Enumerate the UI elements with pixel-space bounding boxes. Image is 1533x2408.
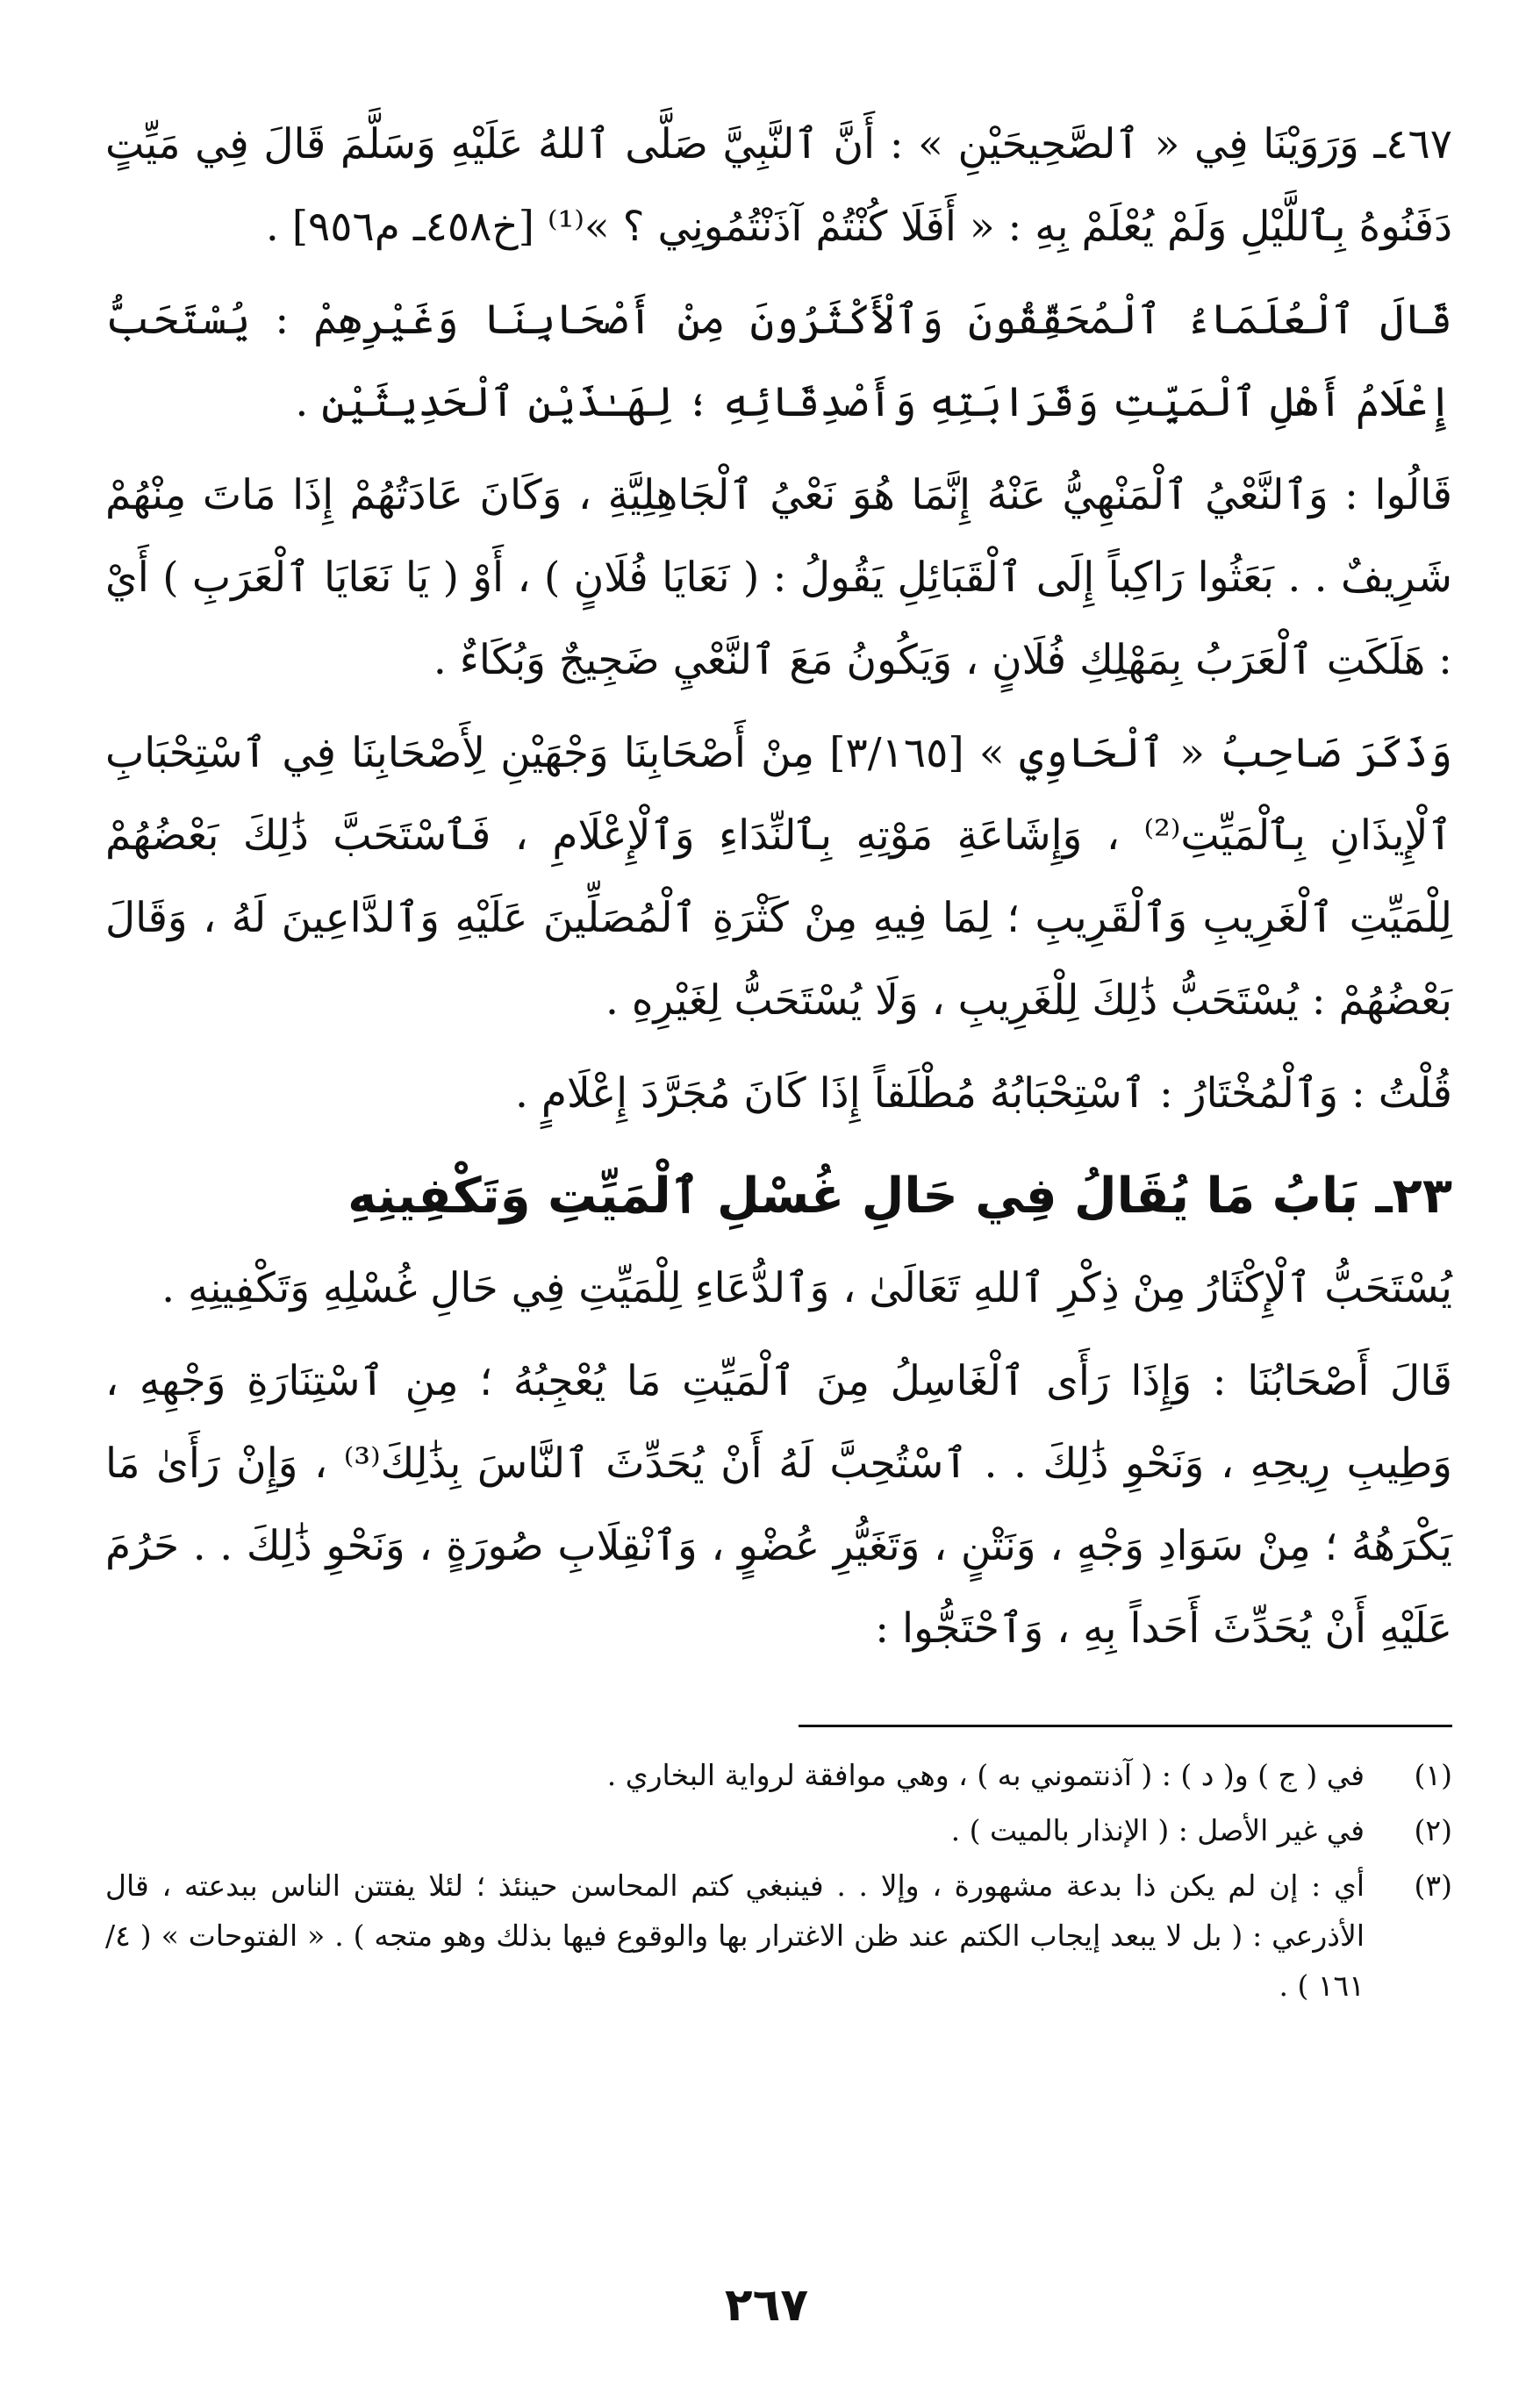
- footnotes: [105, 1750, 1452, 2011]
- footnote-item: [105, 1861, 1452, 2011]
- footnote-item: [105, 1750, 1452, 1800]
- footnote-item: [105, 1805, 1452, 1855]
- paragraph-forbidden-announcement: قَالُوا : وَٱلنَّعْيُ ٱلْمَنْهِيُّ عَنْهُ إِنَّمَا هُوَ نَعْيُ ٱلْجَاهِلِيَّةِ ، وَكَانَ عَادَتُهُمْ إِذَا مَاتَ مِنْهُمْ شَرِيفٌ . . بَعَثُوا رَاكِباً إِلَى ٱلْقَبَائِلِ يَقُولُ : ( نَعَايَا فُلَانٍ ) ، أَوْ ( يَا نَعَايَا ٱلْعَرَبِ ) أَيْ : هَلَكَتِ ٱلْعَرَبُ بِمَهْلِكِ فُلَانٍ ، وَيَكُونُ مَعَ ٱلنَّعْيِ ضَجِيجٌ وَبُكَاءٌ .: [105, 471, 1452, 684]
- paragraph-washer-observations: قَالَ أَصْحَابُنَا : وَإِذَا رَأَى ٱلْغَاسِلُ مِنَ ٱلْمَيِّتِ مَا يُعْجِبُهُ ؛ مِنِ ٱسْتِنَارَةِ وَجْهِهِ ، وَطِيبِ رِيحِهِ ، وَنَحْوِ ذَٰلِكَ . . ٱسْتُحِبَّ لَهُ أَنْ يُحَدِّثَ ٱلنَّاسَ بِذَٰلِكَ⁽³⁾ ، وَإِنْ رَأَىٰ مَا يَكْرَهُهُ ؛ مِنْ سَوَادِ وَجْهٍ ، وَنَتْنٍ ، وَتَغَيُّرِ عُضْوٍ ، وَٱنْقِلَابِ صُورَةٍ ، وَنَحْوِ ذَٰلِكَ . . حَرُمَ عَلَيْهِ أَنْ يُحَدِّثَ أَحَداً بِهِ ، وَٱحْتَجُّوا :: [105, 1357, 1452, 1653]
- page-number: ٢٦٧: [724, 2279, 809, 2332]
- chapter-heading: ٢٣ـ بَابُ مَا يُقَالُ فِي حَالِ غُسْلِ ٱلْمَيِّتِ وَتَكْفِينِهِ: [347, 1168, 1452, 1225]
- footnote-text: أي : إن لم يكن ذا بدعة مشهورة ، وإلا . . فينبغي كتم المحاسن حينئذ ؛ لئلا يفتتن الناس ببدعته ، قال الأذرعي : ( بل لا يبعد إيجاب الكتم عند ظن الاغترار بها والوقوع فيها بذلك وهو متجه ) . « الفتوحات » ( ٤/ ١٦١ ) .: [105, 1869, 1365, 2003]
- paragraph-dhikr-during-washing: يُسْتَحَبُّ ٱلْإِكْثَارُ مِنْ ذِكْرِ ٱللهِ تَعَالَىٰ ، وَٱلدُّعَاءِ لِلْمَيِّتِ فِي حَالِ غُسْلِهِ وَتَكْفِينِهِ .: [161, 1264, 1452, 1312]
- footnote-number: (٣): [1414, 1869, 1452, 1903]
- book-page: [105, 104, 1452, 2349]
- footnote-number: (١): [1414, 1758, 1452, 1792]
- footnote-text: في غير الأصل : ( الإنذار بالميت ) .: [950, 1813, 1365, 1847]
- paragraph-scholars-opinion: قَالَ ٱلْعُلَمَاءُ ٱلْمُحَقِّقُونَ وَٱلْأَكْثَرُونَ مِنْ أَصْحَابِنَا وَغَيْرِهِمْ : يُسْتَحَبُّ إِعْلَامُ أَهْلِ ٱلْمَيِّتِ وَقَرَابَتِهِ وَأَصْدِقَائِهِ ؛ لِهَـٰذَيْنِ ٱلْحَدِيثَيْنِ .: [105, 296, 1452, 426]
- footnote-text: في ( ج ) و( د ) : ( آذنتموني به ) ، وهي موافقة لرواية البخاري .: [606, 1758, 1365, 1792]
- footnote-separator: [799, 1725, 1452, 1727]
- paragraph-al-hawi: وَذَكَرَ صَاحِبُ « ٱلْحَاوِي » [٣/١٦٥] مِنْ أَصْحَابِنَا وَجْهَيْنِ لِأَصْحَابِنَا فِي ٱسْتِحْبَابِ ٱلْإِيذَانِ بِٱلْمَيِّتِ⁽²⁾ ، وَإِشَاعَةِ مَوْتِهِ بِٱلنِّدَاءِ وَٱلْإِعْلَامِ ، فَٱسْتَحَبَّ ذَٰلِكَ بَعْضُهُمْ لِلْمَيِّتِ ٱلْغَرِيبِ وَٱلْقَرِيبِ ؛ لِمَا فِيهِ مِنْ كَثْرَةِ ٱلْمُصَلِّينَ عَلَيْهِ وَٱلدَّاعِينَ لَهُ ، وَقَالَ بَعْضُهُمْ : يُسْتَحَبُّ ذَٰلِكَ لِلْغَرِيبِ ، وَلَا يُسْتَحَبُّ لِغَيْرِهِ .: [105, 729, 1452, 1025]
- footnote-number: (٢): [1414, 1813, 1452, 1847]
- main-text: [105, 104, 1452, 1670]
- paragraph-author-choice: قُلْتُ : وَٱلْمُخْتَارُ : ٱسْتِحْبَابُهُ مُطْلَقاً إِذَا كَانَ مُجَرَّدَ إِعْلَامٍ .: [515, 1069, 1452, 1118]
- paragraph-hadith-467: ٤٦٧ـ وَرَوَيْنَا فِي « ٱلصَّحِيحَيْنِ » : أَنَّ ٱلنَّبِيَّ صَلَّى ٱللهُ عَلَيْهِ وَسَلَّمَ قَالَ فِي مَيِّتٍ دَفَنُوهُ بِٱللَّيْلِ وَلَمْ يُعْلَمْ بِهِ : « أَفَلَا كُنْتُمْ آذَنْتُمُونِي ؟ »⁽¹⁾ [خ٤٥٨ـ م٩٥٦] .: [105, 120, 1452, 251]
